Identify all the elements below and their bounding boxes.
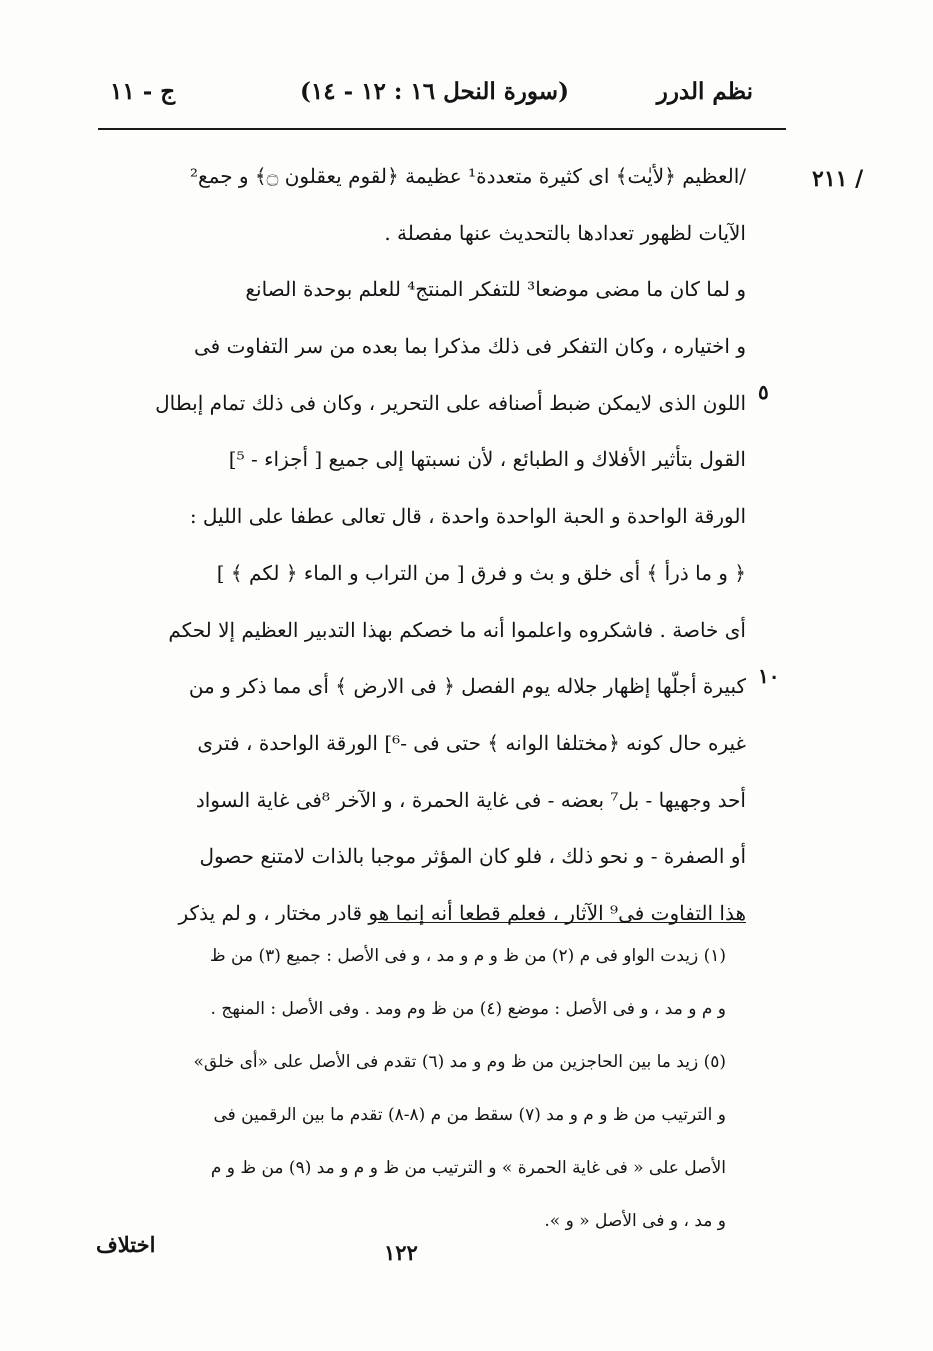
header-rule [98, 128, 786, 130]
footnote-line: و الترتيب من ظ و م و مد (٧) سقط من م (٨-٨) تقدم ما بين الرقمين فى [213, 1105, 726, 1125]
footnote-line: (٥) زيد ما بين الحاجزين من ظ وم و مد (٦) تقدم فى الأصل على «أى خلق» [193, 1052, 726, 1072]
text-line: ﴿ و ما ذرأ ﴾ أى خلق و بث و فرق [ من التراب و الماء ﴿ لكم ﴾ ] [216, 560, 746, 585]
footnote-line: و م و مد ، و فى الأصل : موضع (٤) من ظ وم ومد . وفى الأصل : المنهج . [210, 999, 726, 1019]
footnote-line: الأصل على « فى غاية الحمرة » و الترتيب من ظ و م و مد (٩) من ظ و م [210, 1158, 726, 1178]
text-line: هذا التفاوت فى⁹ الآثار ، فعلم قطعا أنه إنما هو قادر مختار ، و لم يذكر [178, 900, 746, 925]
text-line: و اختياره ، وكان التفكر فى ذلك مذكرا بما بعده من سر التفاوت فى [194, 334, 746, 359]
text-line: كبيرة أجلّها إظهار جلاله يوم الفصل ﴿ فى الارض ﴾ أى مما ذكر و من [188, 674, 746, 699]
page-number: ١٢٢ [384, 1240, 418, 1265]
margin-page-reference: ٢١١ / [812, 166, 864, 192]
surah-reference: (سورة النحل ١٦ : ١٢ - ١٤) [300, 78, 569, 105]
line-number-10: ١٠ [758, 664, 780, 688]
text-line: أحد وجهيها - بل⁷ بعضه - فى غاية الحمرة ، و الآخر ⁸فى غاية السواد [195, 787, 746, 812]
text-line: اللون الذى لايمكن ضبط أصنافه على التحرير ، وكان فى ذلك تمام إبطال [155, 390, 746, 415]
catchword: اختلاف [96, 1232, 156, 1257]
volume-label: ج - ١١ [110, 78, 176, 105]
text-line: أو الصفرة - و نحو ذلك ، فلو كان المؤثر موجبا بالذات لامتنع حصول [199, 844, 746, 869]
text-line: الورقة الواحدة و الحبة الواحدة واحدة ، قال تعالى عطفا على الليل : [189, 504, 746, 529]
footnote-rule [378, 922, 746, 923]
footnote-line: (١) زيدت الواو فى م (٢) من ظ و م و مد ، و فى الأصل : جميع (٣) من ظ [209, 946, 726, 966]
book-title: نظم الدرر [656, 78, 753, 105]
text-line: القول بتأثير الأفلاك و الطبائع ، لأن نسبتها إلى جميع [ أجزاء - ⁵] [228, 447, 746, 472]
line-number-5: ٥ [758, 380, 769, 404]
text-line: /العظيم ﴿لأيٰت﴾ اى كثيرة متعددة¹ عظيمة ﴿لقوم يعقلون ۝﴾ و جمع² [189, 164, 746, 188]
text-line: و لما كان ما مضى موضعا³ للتفكر المنتج⁴ للعلم بوحدة الصانع [245, 277, 746, 302]
main-text [96, 148, 746, 942]
text-line: غيره حال كونه ﴿مختلفا الوانه ﴾ حتى فى -⁶] الورقة الواحدة ، فترى [197, 730, 746, 755]
text-line: الآيات لظهور تعدادها بالتحديث عنها مفصلة . [384, 220, 746, 245]
footnote-line: و مد ، و فى الأصل « و ». [544, 1211, 726, 1231]
text-line: أى خاصة . فاشكروه واعلموا أنه ما خصكم بهذا التدبير العظيم إلا لحكم [168, 617, 746, 642]
footnotes [96, 930, 726, 1248]
